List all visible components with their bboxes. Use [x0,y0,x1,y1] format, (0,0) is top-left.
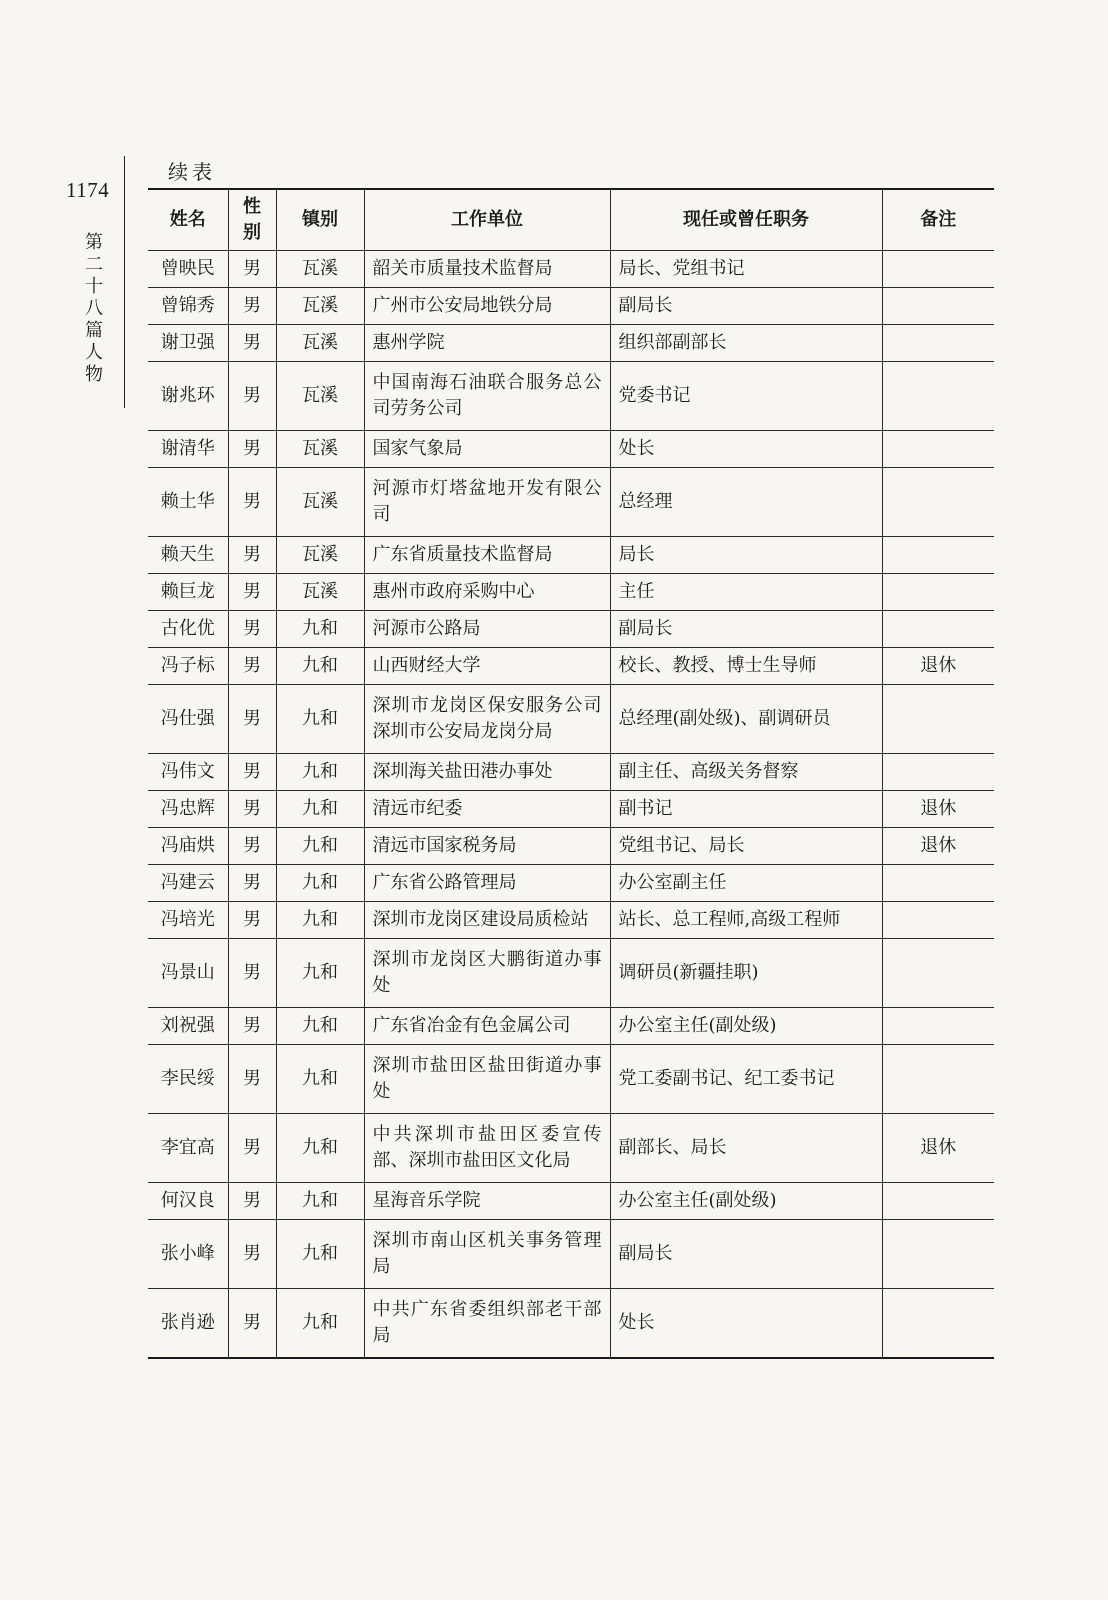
cell-town: 九和 [276,648,364,685]
cell-town: 瓦溪 [276,362,364,431]
cell-gender: 男 [228,251,276,288]
cell-gender: 男 [228,431,276,468]
cell-name: 赖土华 [148,468,228,537]
cell-note: 退休 [882,828,994,865]
continued-label: 续表 [168,160,216,184]
table-row [148,362,994,431]
table-row [148,828,994,865]
cell-name: 冯忠辉 [148,791,228,828]
cell-note [882,574,994,611]
table-row [148,288,994,325]
cell-town: 九和 [276,939,364,1008]
cell-unit: 惠州学院 [364,325,610,362]
cell-name: 冯培光 [148,902,228,939]
cell-town: 九和 [276,865,364,902]
cell-unit: 深圳海关盐田港办事处 [364,754,610,791]
cell-unit: 中共广东省委组织部老干部局 [364,1289,610,1359]
cell-role: 总经理(副处级)、副调研员 [610,685,882,754]
cell-gender: 男 [228,828,276,865]
cell-note [882,537,994,574]
cell-gender: 男 [228,574,276,611]
cell-note [882,1289,994,1359]
cell-gender: 男 [228,611,276,648]
cell-name: 张肖逊 [148,1289,228,1359]
cell-role: 组织部副部长 [610,325,882,362]
cell-role: 办公室主任(副处级) [610,1183,882,1220]
cell-unit: 中国南海石油联合服务总公司劳务公司 [364,362,610,431]
cell-role: 办公室主任(副处级) [610,1008,882,1045]
cell-name: 古化优 [148,611,228,648]
cell-unit: 广东省公路管理局 [364,865,610,902]
cell-role: 处长 [610,431,882,468]
cell-role: 党工委副书记、纪工委书记 [610,1045,882,1114]
cell-gender: 男 [228,1045,276,1114]
cell-gender: 男 [228,902,276,939]
cell-unit: 广州市公安局地铁分局 [364,288,610,325]
cell-gender: 男 [228,939,276,1008]
cell-town: 瓦溪 [276,251,364,288]
margin-rule [124,156,125,408]
cell-note [882,1183,994,1220]
cell-unit: 韶关市质量技术监督局 [364,251,610,288]
cell-town: 瓦溪 [276,288,364,325]
cell-town: 瓦溪 [276,468,364,537]
cell-note [882,1220,994,1289]
table-row [148,1008,994,1045]
cell-gender: 男 [228,865,276,902]
cell-town: 九和 [276,685,364,754]
cell-name: 冯景山 [148,939,228,1008]
cell-name: 谢清华 [148,431,228,468]
cell-gender: 男 [228,685,276,754]
cell-name: 谢卫强 [148,325,228,362]
cell-role: 处长 [610,1289,882,1359]
cell-name: 李民绥 [148,1045,228,1114]
cell-role: 党组书记、局长 [610,828,882,865]
cell-unit: 清远市国家税务局 [364,828,610,865]
cell-name: 赖天生 [148,537,228,574]
table-row [148,754,994,791]
cell-name: 冯子标 [148,648,228,685]
cell-unit: 深圳市南山区机关事务管理局 [364,1220,610,1289]
cell-gender: 男 [228,288,276,325]
table-row [148,1220,994,1289]
cell-name: 曾映民 [148,251,228,288]
header-name: 姓名 [148,189,228,251]
cell-note [882,939,994,1008]
cell-town: 瓦溪 [276,537,364,574]
table-row [148,431,994,468]
cell-unit: 国家气象局 [364,431,610,468]
cell-unit: 广东省质量技术监督局 [364,537,610,574]
cell-unit: 深圳市龙岗区保安服务公司深圳市公安局龙岗分局 [364,685,610,754]
cell-name: 刘祝强 [148,1008,228,1045]
header-gender: 性别 [228,189,276,251]
cell-role: 站长、总工程师,高级工程师 [610,902,882,939]
table-row [148,1114,994,1183]
cell-town: 瓦溪 [276,325,364,362]
cell-unit: 深圳市龙岗区大鹏街道办事处 [364,939,610,1008]
table-row [148,1045,994,1114]
cell-town: 九和 [276,1183,364,1220]
cell-unit: 河源市公路局 [364,611,610,648]
cell-name: 张小峰 [148,1220,228,1289]
cell-note: 退休 [882,648,994,685]
cell-note [882,362,994,431]
cell-gender: 男 [228,791,276,828]
cell-role: 总经理 [610,468,882,537]
cell-town: 九和 [276,1114,364,1183]
cell-gender: 男 [228,648,276,685]
table-row [148,325,994,362]
cell-unit: 深圳市盐田区盐田街道办事处 [364,1045,610,1114]
cell-note [882,1008,994,1045]
cell-unit: 中共深圳市盐田区委宣传部、深圳市盐田区文化局 [364,1114,610,1183]
header-unit: 工作单位 [364,189,610,251]
cell-role: 主任 [610,574,882,611]
cell-town: 九和 [276,828,364,865]
table-row [148,574,994,611]
cell-role: 副局长 [610,611,882,648]
cell-gender: 男 [228,362,276,431]
cell-town: 九和 [276,1289,364,1359]
table-row [148,791,994,828]
cell-name: 冯建云 [148,865,228,902]
cell-gender: 男 [228,754,276,791]
cell-name: 谢兆环 [148,362,228,431]
cell-town: 九和 [276,1045,364,1114]
cell-gender: 男 [228,1220,276,1289]
chapter-title: 第二十八篇 人物 [85,232,103,385]
cell-gender: 男 [228,1289,276,1359]
table-row [148,939,994,1008]
cell-role: 副局长 [610,1220,882,1289]
cell-role: 副局长 [610,288,882,325]
header-role: 现任或曾任职务 [610,189,882,251]
cell-role: 调研员(新疆挂职) [610,939,882,1008]
cell-name: 李宜高 [148,1114,228,1183]
table-row [148,537,994,574]
cell-town: 九和 [276,1008,364,1045]
cell-name: 冯庙烘 [148,828,228,865]
cell-name: 曾锦秀 [148,288,228,325]
cell-gender: 男 [228,325,276,362]
roster-table [148,188,994,1359]
table-row [148,865,994,902]
table-row [148,1289,994,1359]
cell-town: 九和 [276,754,364,791]
cell-unit: 山西财经大学 [364,648,610,685]
table-row [148,468,994,537]
cell-unit: 广东省冶金有色金属公司 [364,1008,610,1045]
cell-unit: 惠州市政府采购中心 [364,574,610,611]
cell-note [882,468,994,537]
table-row [148,685,994,754]
cell-note: 退休 [882,791,994,828]
cell-note [882,288,994,325]
cell-gender: 男 [228,1114,276,1183]
page-number: 1174 [66,178,110,202]
cell-name: 何汉良 [148,1183,228,1220]
header-town: 镇别 [276,189,364,251]
cell-unit: 清远市纪委 [364,791,610,828]
cell-note [882,251,994,288]
cell-note [882,754,994,791]
cell-town: 瓦溪 [276,431,364,468]
cell-note [882,1045,994,1114]
cell-town: 九和 [276,791,364,828]
table-row [148,1183,994,1220]
cell-gender: 男 [228,537,276,574]
cell-town: 九和 [276,1220,364,1289]
table-row [148,251,994,288]
cell-gender: 男 [228,468,276,537]
cell-name: 冯伟文 [148,754,228,791]
cell-role: 校长、教授、博士生导师 [610,648,882,685]
cell-role: 局长 [610,537,882,574]
cell-town: 九和 [276,902,364,939]
header-note: 备注 [882,189,994,251]
cell-role: 办公室副主任 [610,865,882,902]
cell-name: 赖巨龙 [148,574,228,611]
cell-note [882,431,994,468]
cell-note [882,902,994,939]
cell-name: 冯仕强 [148,685,228,754]
cell-unit: 星海音乐学院 [364,1183,610,1220]
cell-note [882,865,994,902]
cell-note [882,685,994,754]
cell-role: 局长、党组书记 [610,251,882,288]
cell-role: 副主任、高级关务督察 [610,754,882,791]
cell-role: 党委书记 [610,362,882,431]
cell-town: 九和 [276,611,364,648]
cell-note: 退休 [882,1114,994,1183]
cell-unit: 深圳市龙岗区建设局质检站 [364,902,610,939]
table-row [148,611,994,648]
cell-gender: 男 [228,1008,276,1045]
cell-gender: 男 [228,1183,276,1220]
cell-role: 副书记 [610,791,882,828]
cell-role: 副部长、局长 [610,1114,882,1183]
cell-note [882,611,994,648]
header-row [148,189,994,251]
cell-unit: 河源市灯塔盆地开发有限公司 [364,468,610,537]
table-row [148,902,994,939]
table-row [148,648,994,685]
cell-town: 瓦溪 [276,574,364,611]
cell-note [882,325,994,362]
